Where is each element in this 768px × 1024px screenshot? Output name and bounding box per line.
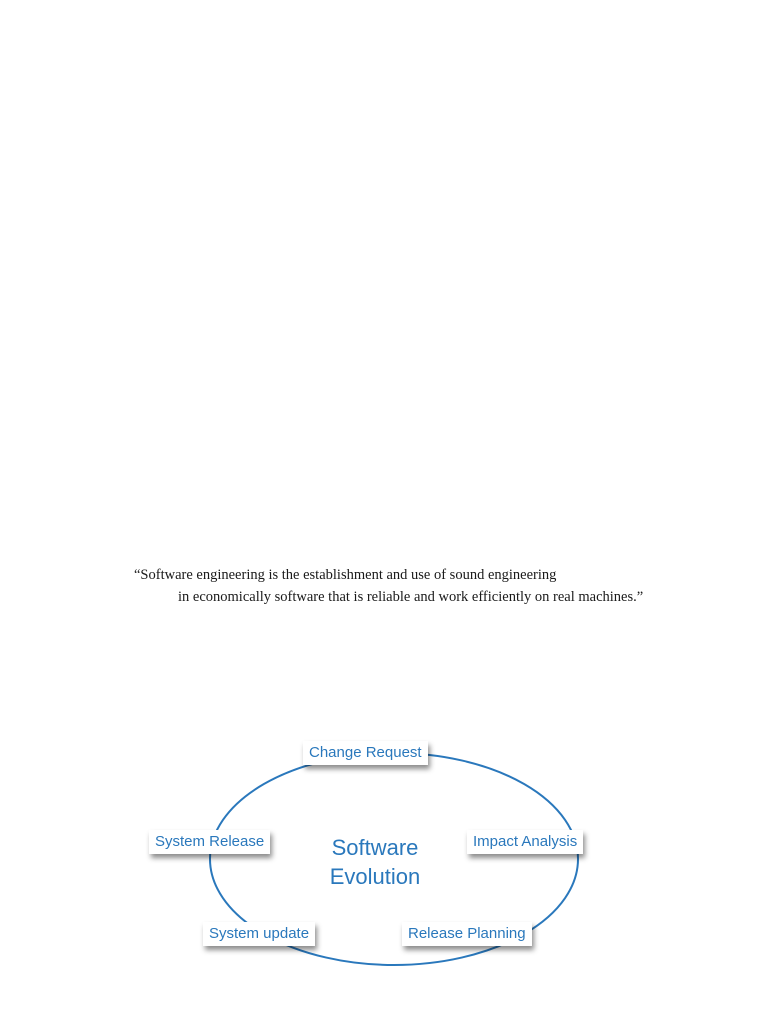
center-label-line-1: Software (331, 835, 419, 860)
node-change-request: Change Request (303, 741, 428, 765)
node-system-release: System Release (149, 830, 270, 854)
diagram-center-label (310, 833, 440, 891)
center-label-line-2: Evolution (329, 864, 421, 889)
quote-line-1: “Software engineering is the establishment and use of sound engineering (134, 567, 557, 583)
node-system-update: System update (203, 922, 315, 946)
software-evolution-diagram (140, 735, 600, 975)
node-impact-analysis: Impact Analysis (467, 830, 583, 854)
node-release-planning: Release Planning (402, 922, 532, 946)
quote-line-2: in economically software that is reliable and work efficiently on real machines.” (178, 589, 644, 605)
